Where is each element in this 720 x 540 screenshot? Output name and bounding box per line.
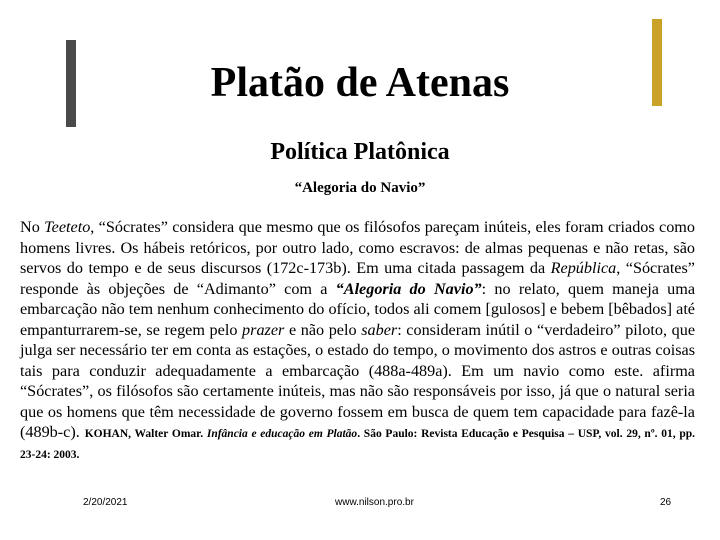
citation bbox=[20, 428, 695, 461]
work-title-teeteto: Teeteto bbox=[44, 218, 91, 236]
work-title-republica: República bbox=[550, 259, 617, 277]
footer-url: www.nilson.pro.br bbox=[335, 497, 414, 508]
text-segment: , “Sócrates” considera que mesmo que os filósofos pareçam inúteis, eles foram criados como homens livres. Os hábeis retóricos, por outro lado, como escravos: de almas pequenas e não retas, são servos do tempo e de seus discursos (172c-173b). Em uma citada passagem da bbox=[20, 218, 695, 277]
text-segment: No bbox=[20, 218, 45, 236]
slide-subtitle: Política Platônica bbox=[270, 139, 450, 165]
citation-author: KOHAN, Walter Omar. bbox=[84, 428, 207, 440]
text-segment: : no relato, quem maneja uma embarcação não tem nenhum conhecimento do ofício, todos ali comem [gulosos] e bebem [bêbados] até empanturrarem-se, se regem pelo bbox=[20, 279, 696, 339]
text-segment: : consideram inútil o “verdadeiro” piloto, que julga ser necessário ter em conta as estações, o estado do tempo, o movimento dos astros e outras coisas tais para conduzir adequadamente a embarcação (488a-489a). Em um navio como este. afirma “Sócrates”, os filósofos são certamente inúteis, mas não são responsáveis por isso, já que o natural seria que os homens que têm necessidade de governo fossem em busca de quem tem capacidade para fazê-la (489b-c). bbox=[20, 320, 696, 441]
term-saber: saber bbox=[361, 320, 398, 339]
slide-title: Platão de Atenas bbox=[210, 60, 510, 106]
body-paragraph bbox=[20, 217, 695, 463]
footer-date: 2/20/2021 bbox=[83, 497, 128, 508]
page-number: 26 bbox=[660, 497, 672, 508]
text-segment: e não pelo bbox=[284, 320, 362, 339]
citation-title: Infância e educação em Platão bbox=[206, 428, 358, 440]
allegory-title: “Alegoria do Navio” bbox=[335, 279, 482, 298]
text-segment: , “Sócrates” responde às objeções de “Adimanto” com a bbox=[20, 259, 695, 298]
term-prazer: prazer bbox=[242, 320, 285, 339]
section-title: “Alegoria do Navio” bbox=[294, 180, 426, 196]
citation-source: . São Paulo: Revista Educação e Pesquisa – USP, vol. 29, nº. 01, pp. 23-24: 2003. bbox=[20, 428, 695, 461]
